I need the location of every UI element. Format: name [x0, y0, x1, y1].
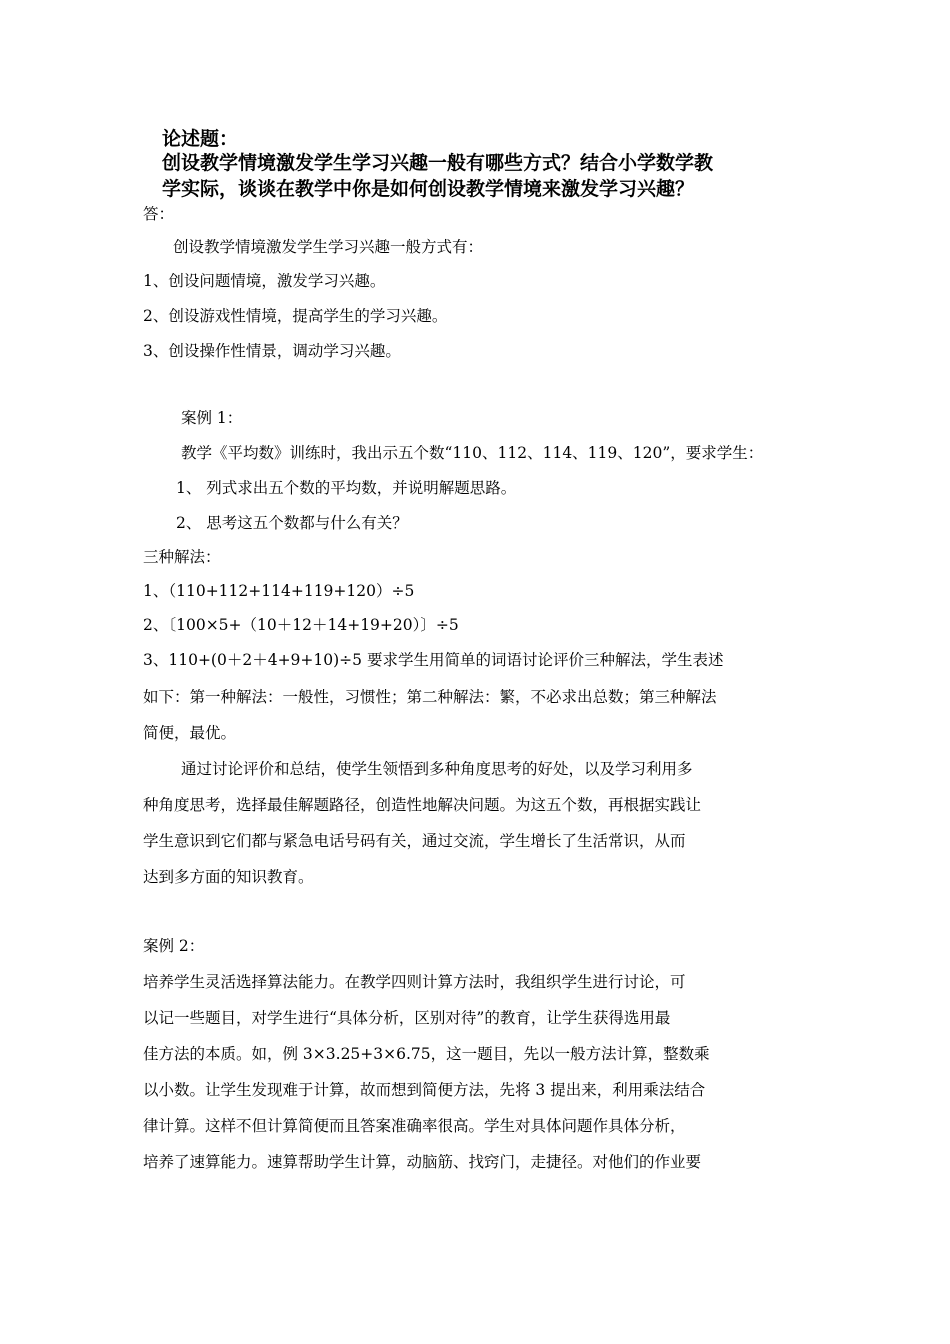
- case2-line-1: 培养学生灵活选择算法能力。在教学四则计算方法时，我组织学生进行讨论，可: [143, 973, 686, 991]
- case1-summary-line-2: 种角度思考，选择最佳解题路径，创造性地解决问题。为这五个数，再根据实践让: [143, 796, 702, 814]
- case1-summary-line-1: 通过讨论评价和总结，使学生领悟到多种角度思考的好处，以及学习利用多: [181, 760, 693, 778]
- case1-solution-1: 1、（110+112+114+119+120）÷5: [143, 582, 415, 600]
- method-item-1: 1、创设问题情境，激发学习兴趣。: [143, 272, 386, 290]
- case1-summary-line-3: 学生意识到它们都与紧急电话号码有关，通过交流，学生增长了生活常识，从而: [143, 832, 686, 850]
- question-type-label: 论述题：: [162, 128, 239, 150]
- case1-task-1: 1、 列式求出五个数的平均数，并说明解题思路。: [176, 479, 517, 497]
- case1-solution-3-line-1: 3、110+(0＋2＋4+9+10)÷5 要求学生用简单的词语讨论评价三种解法，学生表述: [143, 651, 724, 669]
- question-line-2: 学实际，谈谈在教学中你是如何创设教学情境来激发学习兴趣？: [162, 178, 695, 200]
- case2-line-3: 佳方法的本质。如，例 3×3.25+3×6.75，这一题目，先以一般方法计算，整数乘: [143, 1045, 710, 1063]
- case2-label: 案例 2：: [143, 937, 205, 955]
- case2-line-5: 律计算。这样不但计算简便而且答案准确率很高。学生对具体问题作具体分析，: [143, 1117, 686, 1135]
- answer-intro: 创设教学情境激发学生学习兴趣一般方式有：: [173, 238, 484, 256]
- case1-label: 案例 1：: [181, 409, 243, 427]
- case1-task-2: 2、 思考这五个数都与什么有关？: [176, 514, 408, 532]
- case2-line-4: 以小数。让学生发现难于计算，故而想到简便方法，先将 3 提出来，利用乘法结合: [143, 1081, 706, 1099]
- method-item-2: 2、创设游戏性情境，提高学生的学习兴趣。: [143, 307, 448, 325]
- case2-line-6: 培养了速算能力。速算帮助学生计算，动脑筋、找窍门，走捷径。对他们的作业要: [143, 1153, 702, 1171]
- case1-summary-line-4: 达到多方面的知识教育。: [143, 868, 314, 886]
- case1-solution-3-line-3: 简便，最优。: [143, 724, 237, 742]
- case1-solution-2: 2、〔100×5+（10＋12＋14+19+20）〕÷5: [143, 616, 459, 634]
- case1-solution-3-line-2: 如下：第一种解法：一般性，习惯性；第二种解法：繁，不必求出总数；第三种解法: [143, 688, 717, 706]
- question-line-1: 创设教学情境激发学生学习兴趣一般有哪些方式？结合小学数学教: [162, 152, 714, 174]
- case2-line-2: 以记一些题目，对学生进行“具体分析，区别对待”的教育，让学生获得选用最: [143, 1009, 671, 1027]
- answer-label: 答：: [143, 205, 175, 223]
- case1-solutions-label: 三种解法：: [143, 548, 221, 566]
- method-item-3: 3、创设操作性情景，调动学习兴趣。: [143, 342, 401, 360]
- case1-text: 教学《平均数》训练时，我出示五个数“110、112、114、119、120”，要求学生：: [181, 444, 764, 462]
